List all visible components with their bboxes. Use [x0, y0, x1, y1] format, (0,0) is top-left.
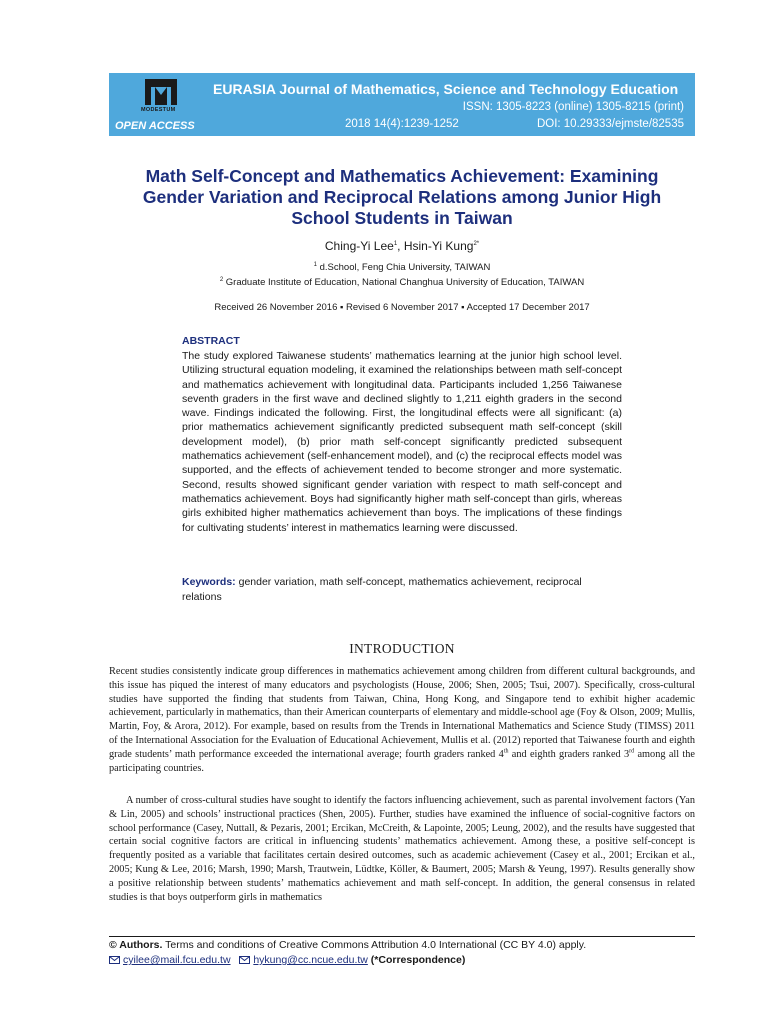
journal-volume: 2018 14(4):1239-1252 [345, 118, 459, 130]
affiliation-mark: 2 [219, 276, 224, 283]
paragraph-text: and eighth graders ranked 3 [508, 748, 630, 760]
author-affiliation-mark: 1 [393, 241, 398, 247]
author-list [120, 239, 684, 253]
email-link-lee[interactable]: cyilee@mail.fcu.edu.tw [123, 954, 231, 966]
modestum-logo [131, 75, 191, 119]
keywords-label: Keywords: [182, 576, 236, 588]
journal-doi[interactable]: DOI: 10.29333/ejmste/82535 [536, 118, 684, 130]
affiliation-1 [120, 262, 684, 273]
correspondence-note: (*Correspondence) [370, 954, 466, 966]
author-name: Hsin-Yi Kung [403, 239, 474, 253]
ordinal-suffix: rd [629, 748, 635, 755]
open-access-label: OPEN ACCESS [115, 120, 195, 132]
abstract-heading: ABSTRACT [182, 335, 240, 347]
received-dates: Received 26 November 2016 ▪ Revised 6 November 2017 ▪ Accepted 17 December 2017 [214, 302, 590, 313]
affiliation-text: d.School, Feng Chia University, TAIWAN [316, 262, 491, 273]
author-separator: , [397, 239, 404, 253]
introduction-heading: INTRODUCTION [349, 641, 455, 656]
modestum-logo-mark [131, 75, 191, 107]
email-link-kung[interactable]: hykung@cc.ncue.edu.tw [253, 954, 368, 966]
keywords-text: gender variation, math self-concept, mathematics achievement, reciprocal relations [182, 576, 582, 603]
affiliation-2 [120, 277, 684, 288]
journal-banner [109, 73, 695, 136]
publisher-name: MODESTUM [141, 107, 176, 113]
journal-title: EURASIA Journal of Mathematics, Science and Technology Education [213, 81, 679, 97]
affiliation-text: Graduate Institute of Education, National Changhua University of Education, TAIWAN [223, 277, 585, 288]
intro-paragraph-1 [109, 665, 695, 775]
license-line [109, 939, 695, 951]
license-text: Terms and conditions of Creative Commons Attribution 4.0 International (CC BY 4.0) apply. [162, 939, 587, 951]
ordinal-suffix: th [503, 748, 509, 755]
keywords [182, 575, 622, 605]
footer-divider [109, 936, 695, 937]
author-affiliation-mark: 2* [473, 241, 480, 247]
mail-icon [239, 956, 250, 964]
paragraph-text: Recent studies consistently indicate group differences in mathematics achievement among children from different cultural backgrounds, and this issue has piqued the interest of many educators and psychologists (House, 2006; Shen, 2005; Tsui, 2007). Specifically, cross-cultural studies have supported the finding that students from Taiwan, China, Hong Kong, and Singapore tend to exhibit higher academic achievement, particularly in mathematics, than their American counterparts of elementary and middle-school age (Foy & Olson, 2009; Mullis, Martin, Foy, & Arora, 2012). For example, based on results from the Trends in International Mathematics and Science Study (TIMSS) 2011 of the International Association for the Evaluation of Educational Achievement, Mullis et al. (2012) reported that Taiwanese fourth and eighth grade students’ math performance exceeded the international average; fourth graders ranked 4 [109, 666, 695, 760]
copyright-label: © Authors. [109, 939, 163, 951]
contact-line [109, 954, 695, 966]
intro-paragraph-2: A number of cross-cultural studies have sought to identify the factors influencing achievement, such as parental involvement factors (Yan & Lin, 2005) and schools’ instructional practices (Shen, 2005). Further, studies have examined the influence of social-cognitive factors on school performance (Casey, Nuttall, & Pezaris, 2001; Ercikan, McCreith, & Lapointe, 2005; Leung, 2002), and the results have suggested that certain social cognitive factors are critical in influencing students’ mathematics achievement. Among these, a positive self-concept is frequently posited as a variable that facilitates certain desired outcomes, such as academic achievement (Casey et al., 2001; Ercikan et al., 2005; Kung & Lee, 2016; Marsh, 1990; Marsh, Trautwein, Lüdtke, Köller, & Baumert, 2005; Marsh & Yeung, 1997). Results generally show a positive relationship between students’ mathematics achievement and math self-concept. In addition, the general consensus in related studies is that boys outperform girls in mathematics [109, 795, 695, 903]
paragraph-text: among all the participating countries. [109, 748, 696, 774]
journal-issn: ISSN: 1305-8223 (online) 1305-8215 (print) [462, 101, 684, 113]
author-name: Ching-Yi Lee [324, 239, 394, 253]
affiliation-mark: 1 [313, 261, 317, 268]
mail-icon [109, 956, 120, 964]
article-title: Math Self-Concept and Mathematics Achievement: Examining Gender Variation and Reciprocal Relations among Junior High School Students in Taiwan [142, 166, 662, 228]
abstract-text: The study explored Taiwanese students’ mathematics learning at the junior high school level. Utilizing structural equation modeling, it examined the relationships between math self-concept and mathematics achievement with longitudinal data. Participants included 1,256 Taiwanese seventh graders in the first wave and declined slightly to 1,211 eighth graders in the second wave. Findings indicated the following. First, the longitudinal effects were all significant: (a) prior mathematics achievement significantly predicted subsequent math self-concept (skill development model), (b) prior math self-concept significantly predicted subsequent mathematics achievement (self-enhancement model), and (c) the reciprocal effects model was supported, and the effects of achievement tended to become stronger and more systematic. Second, results showed significant gender variation with respect to math self-concept and mathematics achievement. Boys had significantly higher math self-concept than girls, whereas girls exhibited higher mathematics achievement than boys. The implications of these findings for cultivating students’ interest in mathematics learning were discussed. [182, 350, 622, 534]
